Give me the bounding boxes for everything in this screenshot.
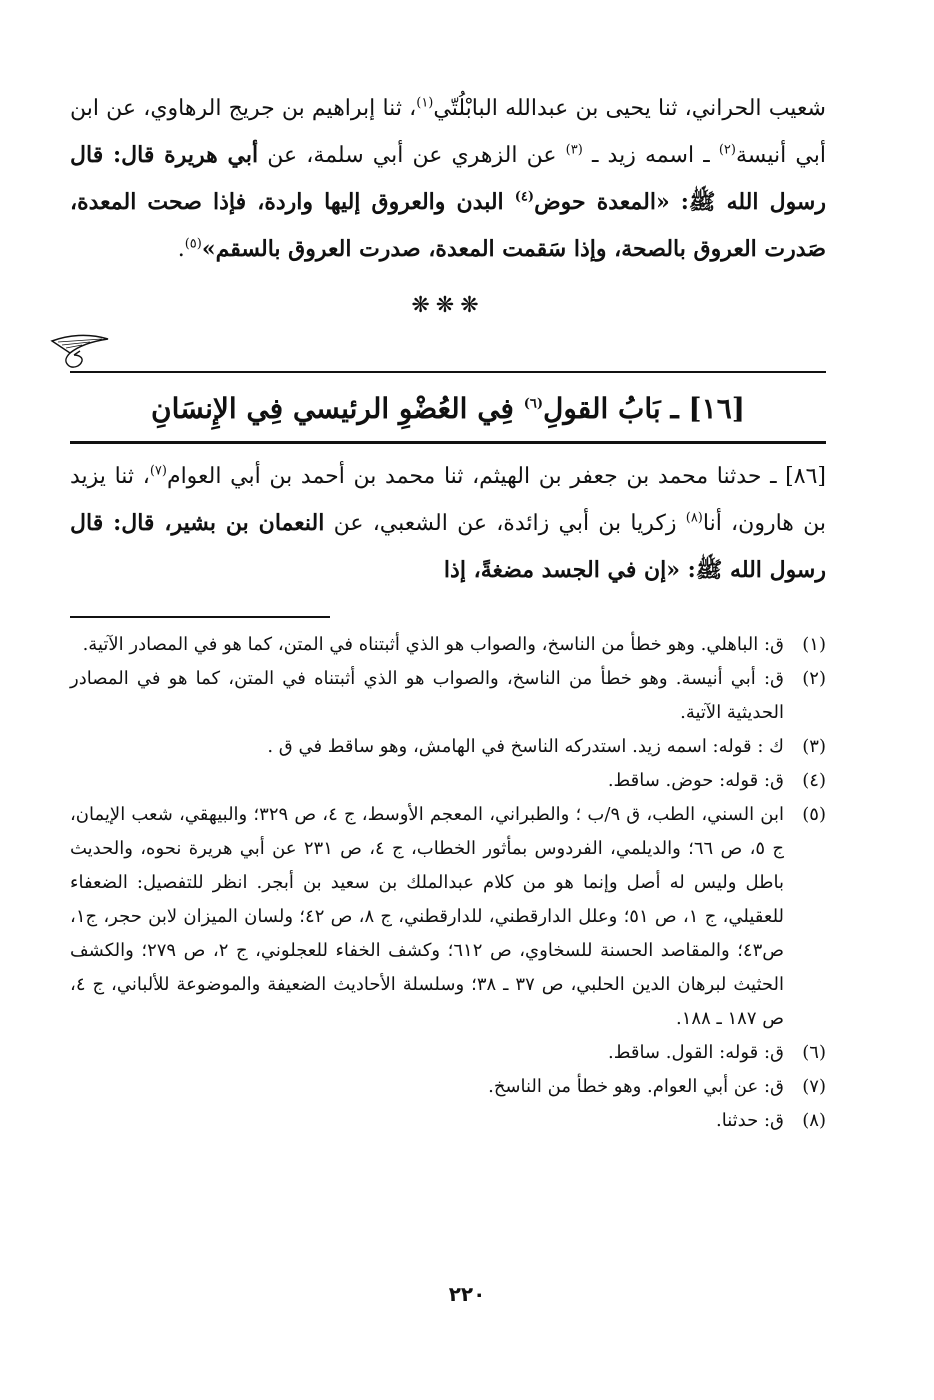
footnote-text: ق: الباهلي. وهو خطأ من الناسخ، والصواب هو الذي أثبتناه في المتن، كما هو في المصادر الآتية. [82,634,784,655]
footnote-ref-6[interactable]: (٦) [523,396,543,412]
footnote-ref-8[interactable]: (٨) [685,510,703,526]
chapter-title [70,389,826,429]
footnote-text: ق: قوله: القول. ساقط. [608,1042,784,1063]
footnote-number: (٧) [802,1076,826,1097]
footnote-text: ق: قوله: حوض. ساقط. [607,770,784,791]
intro-text-4: عن الزهري عن أبي سلمة، عن [258,143,566,168]
footnote-number: (٤) [802,770,826,791]
footnote-3 [70,730,826,764]
intro-text-2: ، ثنا إبراهيم بن جريج الرهاوي، عن ابن أبي أنيسة [70,96,826,168]
chapter-title-part-a: بَابُ القولِ [542,392,661,425]
footnote-2 [70,662,826,730]
footnote-text: ق: أبي أنيسة. وهو خطأ من الناسخ، والصواب هو الذي أثبتناه في المتن، كما هو في المصادر الحديثية الآتية. [70,668,784,723]
footnote-number: (٨) [802,1110,826,1131]
hadith-text-bold-1: أبي هريرة قال: قال رسول الله ﷺ: «المعدة حوض [70,142,826,215]
footnote-number: (٦) [802,1042,826,1063]
hadith-text-3: زكريا بن أبي زائدة، عن الشعبي، عن [324,511,686,536]
hadith-paragraph [70,454,826,594]
footnote-6 [70,1036,826,1070]
intro-text-1: شعيب الحراني، ثنا يحيى بن عبدالله البابْلُتّي [433,96,826,121]
hadith-text-bold-2: البدن والعروق إليها واردة، فإذا صحت المعدة، صَدرت العروق بالصحة، وإذا سَقمت المعدة، صدرت العروق بالسقم» [70,189,826,262]
footnote-divider [70,616,330,618]
footnote-8 [70,1104,826,1138]
footnote-text: ق: حدثنا. [716,1110,784,1131]
footnote-ref-5[interactable]: (٥) [184,236,202,252]
footnote-ref-7[interactable]: (٧) [149,463,167,479]
footnote-text: ق: عن أبي العوام. وهو خطأ من الناسخ. [488,1076,784,1097]
footnote-7 [70,1070,826,1104]
page-body [70,86,826,1138]
footnote-ref-1[interactable]: (١) [416,95,434,111]
footnote-number: (٢) [802,668,826,689]
footnote-5 [70,798,826,1036]
footnote-ref-4[interactable]: (٤) [514,189,535,205]
hadith-text-1: [٨٦] ـ حدثنا محمد بن جعفر بن الهيثم، ثنا محمد بن أحمد بن أبي العوام [166,464,826,489]
footnote-number: (٣) [802,736,826,757]
quill-pen-icon [50,331,110,371]
hadith-text-bold: النعمان بن بشير، قال: قال رسول الله ﷺ: «إن في الجسد مضغةً، إذا [70,510,826,583]
footnote-ref-2[interactable]: (٢) [718,142,736,158]
footnote-text: ابن السني، الطب، ق ٩/ب ؛ والطبراني، المعجم الأوسط، ج ٤، ص ٣٢٩؛ والبيهقي، شعب الإيمان، ج ٥، ص ٦٦؛ والديلمي، الفردوس بمأثور الخطاب، ج ٤، ص ٢٣١ عن أبي هريرة نحوه، والحديث باطل وليس له أصل وإنما هو من كلام عبدالملك بن سعيد بن أبجر. انظر للتفصيل: الضعفاء للعقيلي، ج ١، ص ٥١؛ وعلل الدارقطني، للدارقطني، ج ٨، ص ٤٢؛ ولسان الميزان لابن حجر، ج١، ص٤٣؛ والمقاصد الحسنة للسخاوي، ص ٦١٢؛ وكشف الخفاء للعجلوني، ج ٢، ص ٢٧٩؛ والكشف الحثيث لبرهان الدين الحلبي، ص ٣٧ ـ ٣٨؛ وسلسلة الأحاديث الضعيفة والموضوعة للألباني، ج ٤، ص ١٨٧ ـ ١٨٨. [70,804,785,1029]
footnote-ref-3[interactable]: (٣) [565,142,583,158]
page-number: ٢٢٠ [448,1282,486,1306]
intro-paragraph [70,86,826,273]
footnote-number: (٥) [802,804,826,825]
chapter-header-rule [70,337,826,373]
chapter-dash: ـ [660,392,689,425]
hadith-text-2: ، ثنا يزيد بن هارون، أنا [70,464,826,536]
intro-text-5: . [177,237,185,262]
separator-stars: ❋❋❋ [411,293,485,318]
footnote-1 [70,628,826,662]
chapter-divider [70,441,826,444]
footnote-number: (١) [802,634,826,655]
footnote-4 [70,764,826,798]
footnotes [70,628,826,1138]
chapter-number: [١٦] [688,392,745,425]
chapter-title-part-b: فِي العُضْوِ الرئيسي فِي الإِنسَانِ [151,392,524,425]
footnote-text: ك : قوله: اسمه زيد. استدركه الناسخ في الهامش، وهو ساقط في ق . [267,736,784,757]
intro-text-3: ـ اسمه زيد ـ [582,143,719,168]
